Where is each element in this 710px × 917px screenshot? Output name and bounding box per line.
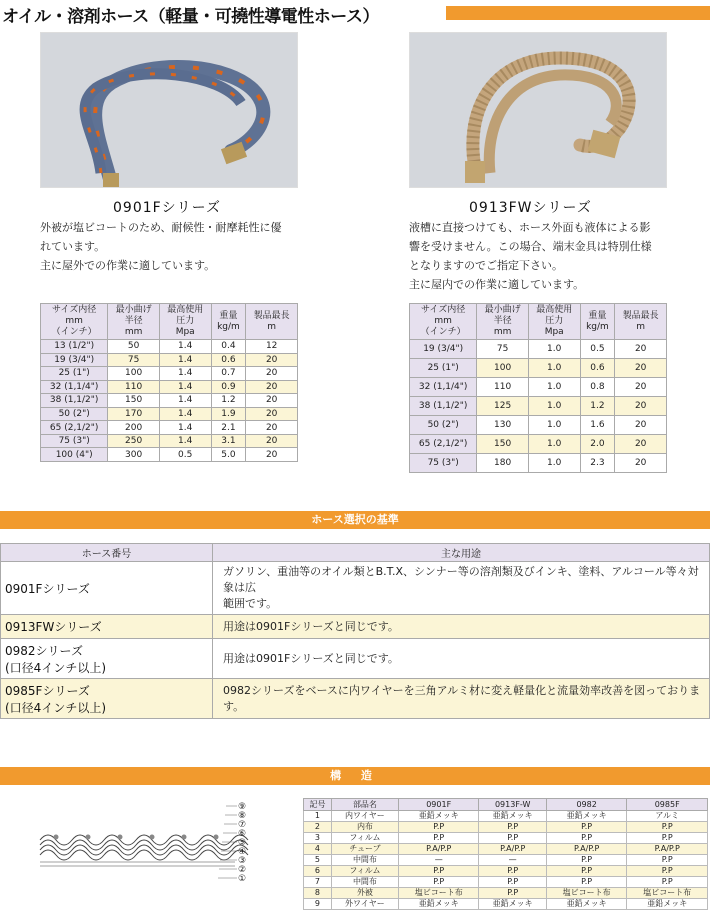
selection-hose-name-line: 0982シリーズ	[5, 643, 83, 658]
selection-hose-name	[1, 639, 213, 679]
structure-cell: 亜鉛メッキ	[479, 899, 546, 910]
spec-header-cell: 製品最長 m	[246, 304, 298, 340]
spec-cell: 1.6	[580, 416, 615, 435]
spec-cell: 1.0	[528, 359, 580, 378]
description-line: 外被が塩ビコートのため、耐候性・耐摩耗性に優	[40, 221, 282, 234]
hose-structure-diagram	[30, 800, 270, 900]
structure-cell: P.P	[479, 866, 546, 877]
spec-cell: 20	[615, 435, 667, 454]
selection-hose-name-line: 0985Fシリーズ	[5, 683, 90, 698]
structure-cell: P.P	[398, 833, 479, 844]
spec-cell: 1.4	[159, 340, 211, 354]
structure-cell: P.P	[546, 877, 627, 888]
selection-use	[213, 639, 710, 679]
spec-cell: 1.0	[528, 340, 580, 359]
structure-header-cell: 0985F	[627, 799, 708, 811]
spec-cell: 2.0	[580, 435, 615, 454]
spec-cell: 125	[477, 397, 529, 416]
selection-use	[213, 679, 710, 719]
selection-header-main-use: 主な用途	[213, 544, 710, 562]
structure-cell: P.P	[398, 822, 479, 833]
structure-cell: 亜鉛メッキ	[479, 811, 546, 822]
spec-header-cell: 製品最長 m	[615, 304, 667, 340]
structure-row	[304, 844, 708, 855]
spec-cell: 110	[108, 380, 160, 394]
spec-cell: 1.4	[159, 421, 211, 435]
spec-cell: 20	[246, 434, 298, 448]
structure-cell: P.A/P.P	[479, 844, 546, 855]
structure-cell: 亜鉛メッキ	[398, 811, 479, 822]
spec-cell: 1.9	[211, 407, 246, 421]
spec-cell: 1.4	[159, 367, 211, 381]
structure-cell: 亜鉛メッキ	[627, 899, 708, 910]
structure-row	[304, 822, 708, 833]
spec-cell: 65 (2,1/2")	[41, 421, 108, 435]
diagram-label: ⑨	[238, 802, 247, 812]
spec-cell: 20	[615, 340, 667, 359]
structure-cell: 塩ビコート布	[546, 888, 627, 899]
structure-cell: P.P	[627, 822, 708, 833]
structure-cell: 1	[304, 811, 332, 822]
spec-cell: 1.0	[528, 454, 580, 473]
structure-cell: 内ワイヤー	[331, 811, 398, 822]
spec-cell: 20	[615, 359, 667, 378]
selection-header-hose-number: ホース番号	[1, 544, 213, 562]
spec-cell: 1.0	[528, 378, 580, 397]
selection-use-line: ガソリン、重油等のオイル類とB.T.X、シンナー等の溶剤類及びインキ、塗料、アルコール等々対象は広	[223, 565, 699, 594]
structure-row	[304, 866, 708, 877]
spec-cell: 0.8	[580, 378, 615, 397]
spec-header-cell: 重量 kg/m	[211, 304, 246, 340]
description-line: 主に屋外での作業に適しています。	[40, 259, 216, 272]
spec-cell: 65 (2,1/2")	[410, 435, 477, 454]
structure-header-cell: 0913F-W	[479, 799, 546, 811]
spec-cell: 150	[108, 394, 160, 408]
spec-row	[41, 434, 298, 448]
structure-cell: P.P	[479, 822, 546, 833]
spec-cell: 1.4	[159, 407, 211, 421]
spec-cell: 150	[477, 435, 529, 454]
structure-cell: P.P	[627, 866, 708, 877]
spec-header-cell: サイズ内径 mm （インチ）	[41, 304, 108, 340]
selection-use	[213, 562, 710, 615]
spec-cell: 32 (1,1/4")	[410, 378, 477, 397]
spec-cell: 5.0	[211, 448, 246, 462]
spec-row	[410, 340, 667, 359]
structure-cell: P.P	[546, 833, 627, 844]
selection-use-line: 0982シリーズをベースに内ワイヤーを三角アルミ材に変え軽量化と流量効率改善を図っております。	[223, 683, 701, 713]
diagram-label: ①	[238, 874, 247, 884]
selection-use-line: 用途は0901Fシリーズと同じです。	[223, 619, 399, 633]
spec-cell: 0.9	[211, 380, 246, 394]
selection-row	[1, 562, 710, 615]
selection-use	[213, 615, 710, 639]
structure-header-cell: 0982	[546, 799, 627, 811]
structure-row	[304, 811, 708, 822]
structure-cell: P.A/P.P	[546, 844, 627, 855]
spec-row	[41, 340, 298, 354]
spec-cell: 20	[615, 378, 667, 397]
structure-cell: —	[479, 855, 546, 866]
structure-cell: P.A/P.P	[627, 844, 708, 855]
structure-row	[304, 888, 708, 899]
spec-cell: 1.4	[159, 394, 211, 408]
hose-photo-0913fw	[409, 32, 667, 188]
spec-cell: 0.5	[159, 448, 211, 462]
series-title-0913fw: 0913FWシリーズ	[469, 200, 592, 216]
spec-row	[410, 416, 667, 435]
description-0913fw	[409, 218, 679, 294]
structure-cell: 亜鉛メッキ	[398, 899, 479, 910]
title-accent-bar	[446, 6, 710, 20]
hose-0913fw-image	[410, 33, 667, 188]
spec-cell: 100 (4")	[41, 448, 108, 462]
selection-hose-name	[1, 679, 213, 719]
spec-cell: 20	[246, 380, 298, 394]
spec-table-0901f	[40, 303, 298, 462]
page-title: オイル・溶剤ホース（軽量・可撓性導電性ホース）	[2, 7, 379, 27]
structure-cell: P.P	[627, 877, 708, 888]
spec-cell: 13 (1/2")	[41, 340, 108, 354]
selection-hose-name-line: 0901Fシリーズ	[5, 581, 90, 596]
spec-cell: 1.0	[528, 397, 580, 416]
diagram-label: ④	[238, 847, 247, 857]
spec-cell: 180	[477, 454, 529, 473]
selection-hose-name-line: 0913FWシリーズ	[5, 620, 102, 634]
structure-cell: 塩ビコート布	[627, 888, 708, 899]
structure-row	[304, 877, 708, 888]
spec-cell: 20	[246, 367, 298, 381]
spec-cell: 100	[108, 367, 160, 381]
spec-cell: 20	[246, 421, 298, 435]
spec-cell: 200	[108, 421, 160, 435]
structure-cell: 外被	[331, 888, 398, 899]
structure-cell: 6	[304, 866, 332, 877]
structure-cell: 7	[304, 877, 332, 888]
structure-cell: 9	[304, 899, 332, 910]
structure-section-header: 構 造	[0, 767, 710, 785]
spec-cell: 1.2	[211, 394, 246, 408]
spec-cell: 25 (1")	[41, 367, 108, 381]
spec-cell: 75	[108, 353, 160, 367]
structure-cell: 塩ビコート布	[398, 888, 479, 899]
description-line: れています。	[40, 240, 106, 253]
spec-cell: 20	[246, 448, 298, 462]
spec-cell: 50 (2")	[41, 407, 108, 421]
selection-row	[1, 639, 710, 679]
spec-cell: 25 (1")	[410, 359, 477, 378]
selection-hose-name	[1, 615, 213, 639]
structure-cell: P.P	[479, 888, 546, 899]
structure-row	[304, 899, 708, 910]
structure-cell: P.P	[627, 833, 708, 844]
structure-cell: 中間布	[331, 855, 398, 866]
spec-row	[410, 397, 667, 416]
spec-row	[410, 359, 667, 378]
selection-row	[1, 679, 710, 719]
spec-header-cell: 最小曲げ 半径 mm	[108, 304, 160, 340]
structure-cell: P.A/P.P	[398, 844, 479, 855]
spec-cell: 20	[615, 397, 667, 416]
spec-cell: 1.4	[159, 353, 211, 367]
structure-cell: チューブ	[331, 844, 398, 855]
structure-header-cell: 記号	[304, 799, 332, 811]
spec-row	[410, 454, 667, 473]
description-0901f	[40, 218, 302, 275]
diagram-label: ⑦	[238, 820, 247, 830]
structure-cell: P.P	[546, 822, 627, 833]
structure-row	[304, 855, 708, 866]
spec-cell: 12	[246, 340, 298, 354]
spec-row	[41, 421, 298, 435]
spec-cell: 20	[246, 353, 298, 367]
spec-row	[41, 367, 298, 381]
structure-row	[304, 833, 708, 844]
structure-cell: 外ワイヤー	[331, 899, 398, 910]
spec-cell: 2.3	[580, 454, 615, 473]
spec-row	[41, 394, 298, 408]
structure-cell: 8	[304, 888, 332, 899]
structure-table	[303, 798, 708, 910]
spec-row	[41, 380, 298, 394]
spec-header-cell: 最高使用 圧力 Mpa	[159, 304, 211, 340]
hose-photo-0901f	[40, 32, 298, 188]
spec-row	[41, 448, 298, 462]
spec-cell: 32 (1,1/4")	[41, 380, 108, 394]
hose-layers-illustration	[30, 800, 270, 900]
spec-cell: 19 (3/4")	[41, 353, 108, 367]
description-line: となりますのでご指定下さい。	[409, 259, 563, 272]
spec-cell: 250	[108, 434, 160, 448]
spec-cell: 38 (1,1/2")	[41, 394, 108, 408]
spec-cell: 20	[615, 454, 667, 473]
hose-0901f-image	[41, 33, 298, 188]
spec-cell: 170	[108, 407, 160, 421]
spec-cell: 20	[246, 407, 298, 421]
selection-hose-name-line: (口径4インチ以上)	[5, 700, 106, 715]
structure-cell: P.P	[479, 833, 546, 844]
spec-cell: 20	[615, 416, 667, 435]
structure-cell: 内布	[331, 822, 398, 833]
spec-header-cell: 最小曲げ 半径 mm	[477, 304, 529, 340]
spec-cell: 1.4	[159, 380, 211, 394]
spec-row	[41, 353, 298, 367]
description-line: 響を受けません。この場合、端末金具は特別仕様	[409, 240, 652, 253]
structure-cell: アルミ	[627, 811, 708, 822]
spec-cell: 3.1	[211, 434, 246, 448]
structure-cell: 3	[304, 833, 332, 844]
spec-cell: 0.6	[580, 359, 615, 378]
spec-cell: 50 (2")	[410, 416, 477, 435]
selection-use-line: 用途は0901Fシリーズと同じです。	[223, 651, 399, 665]
structure-cell: P.P	[398, 877, 479, 888]
structure-cell: P.P	[546, 855, 627, 866]
structure-cell: 亜鉛メッキ	[546, 811, 627, 822]
structure-cell: P.P	[479, 877, 546, 888]
spec-cell: 50	[108, 340, 160, 354]
spec-cell: 300	[108, 448, 160, 462]
selection-hose-name	[1, 562, 213, 615]
structure-cell: 亜鉛メッキ	[546, 899, 627, 910]
structure-cell: P.P	[627, 855, 708, 866]
structure-header-cell: 部品名	[331, 799, 398, 811]
spec-cell: 1.2	[580, 397, 615, 416]
spec-cell: 0.5	[580, 340, 615, 359]
diagram-label: ⑥	[238, 829, 247, 839]
selection-row	[1, 615, 710, 639]
structure-cell: 4	[304, 844, 332, 855]
description-line: 液槽に直接つけても、ホース外面も液体による影	[409, 221, 651, 234]
structure-cell: フィルム	[331, 833, 398, 844]
spec-cell: 75 (3")	[41, 434, 108, 448]
spec-cell: 0.4	[211, 340, 246, 354]
spec-header-cell: サイズ内径 mm （インチ）	[410, 304, 477, 340]
spec-cell: 0.6	[211, 353, 246, 367]
series-title-0901f: 0901Fシリーズ	[113, 200, 221, 216]
spec-cell: 19 (3/4")	[410, 340, 477, 359]
description-line: 主に屋内での作業に適しています。	[409, 278, 585, 291]
spec-cell: 1.0	[528, 416, 580, 435]
spec-row	[41, 407, 298, 421]
selection-hose-name-line: (口径4インチ以上)	[5, 660, 106, 675]
diagram-label: ②	[238, 865, 247, 875]
spec-cell: 100	[477, 359, 529, 378]
spec-row	[410, 435, 667, 454]
spec-row	[410, 378, 667, 397]
structure-cell: —	[398, 855, 479, 866]
spec-cell: 20	[246, 394, 298, 408]
diagram-label: ⑤	[238, 838, 247, 848]
spec-cell: 1.0	[528, 435, 580, 454]
structure-cell: P.P	[398, 866, 479, 877]
structure-cell: 2	[304, 822, 332, 833]
spec-cell: 0.7	[211, 367, 246, 381]
spec-cell: 130	[477, 416, 529, 435]
structure-cell: 5	[304, 855, 332, 866]
diagram-label: ⑧	[238, 811, 247, 821]
spec-cell: 75	[477, 340, 529, 359]
structure-cell: フィルム	[331, 866, 398, 877]
selection-table	[0, 543, 710, 719]
spec-cell: 1.4	[159, 434, 211, 448]
spec-cell: 110	[477, 378, 529, 397]
spec-header-cell: 最高使用 圧力 Mpa	[528, 304, 580, 340]
spec-cell: 75 (3")	[410, 454, 477, 473]
diagram-label: ③	[238, 856, 247, 866]
structure-header-cell: 0901F	[398, 799, 479, 811]
selection-use-line: 範囲です。	[223, 597, 278, 610]
spec-table-0913fw	[409, 303, 667, 473]
spec-header-cell: 重量 kg/m	[580, 304, 615, 340]
spec-cell: 2.1	[211, 421, 246, 435]
structure-cell: P.P	[546, 866, 627, 877]
selection-section-header: ホース選択の基準	[0, 511, 710, 529]
spec-cell: 38 (1,1/2")	[410, 397, 477, 416]
structure-cell: 中間布	[331, 877, 398, 888]
